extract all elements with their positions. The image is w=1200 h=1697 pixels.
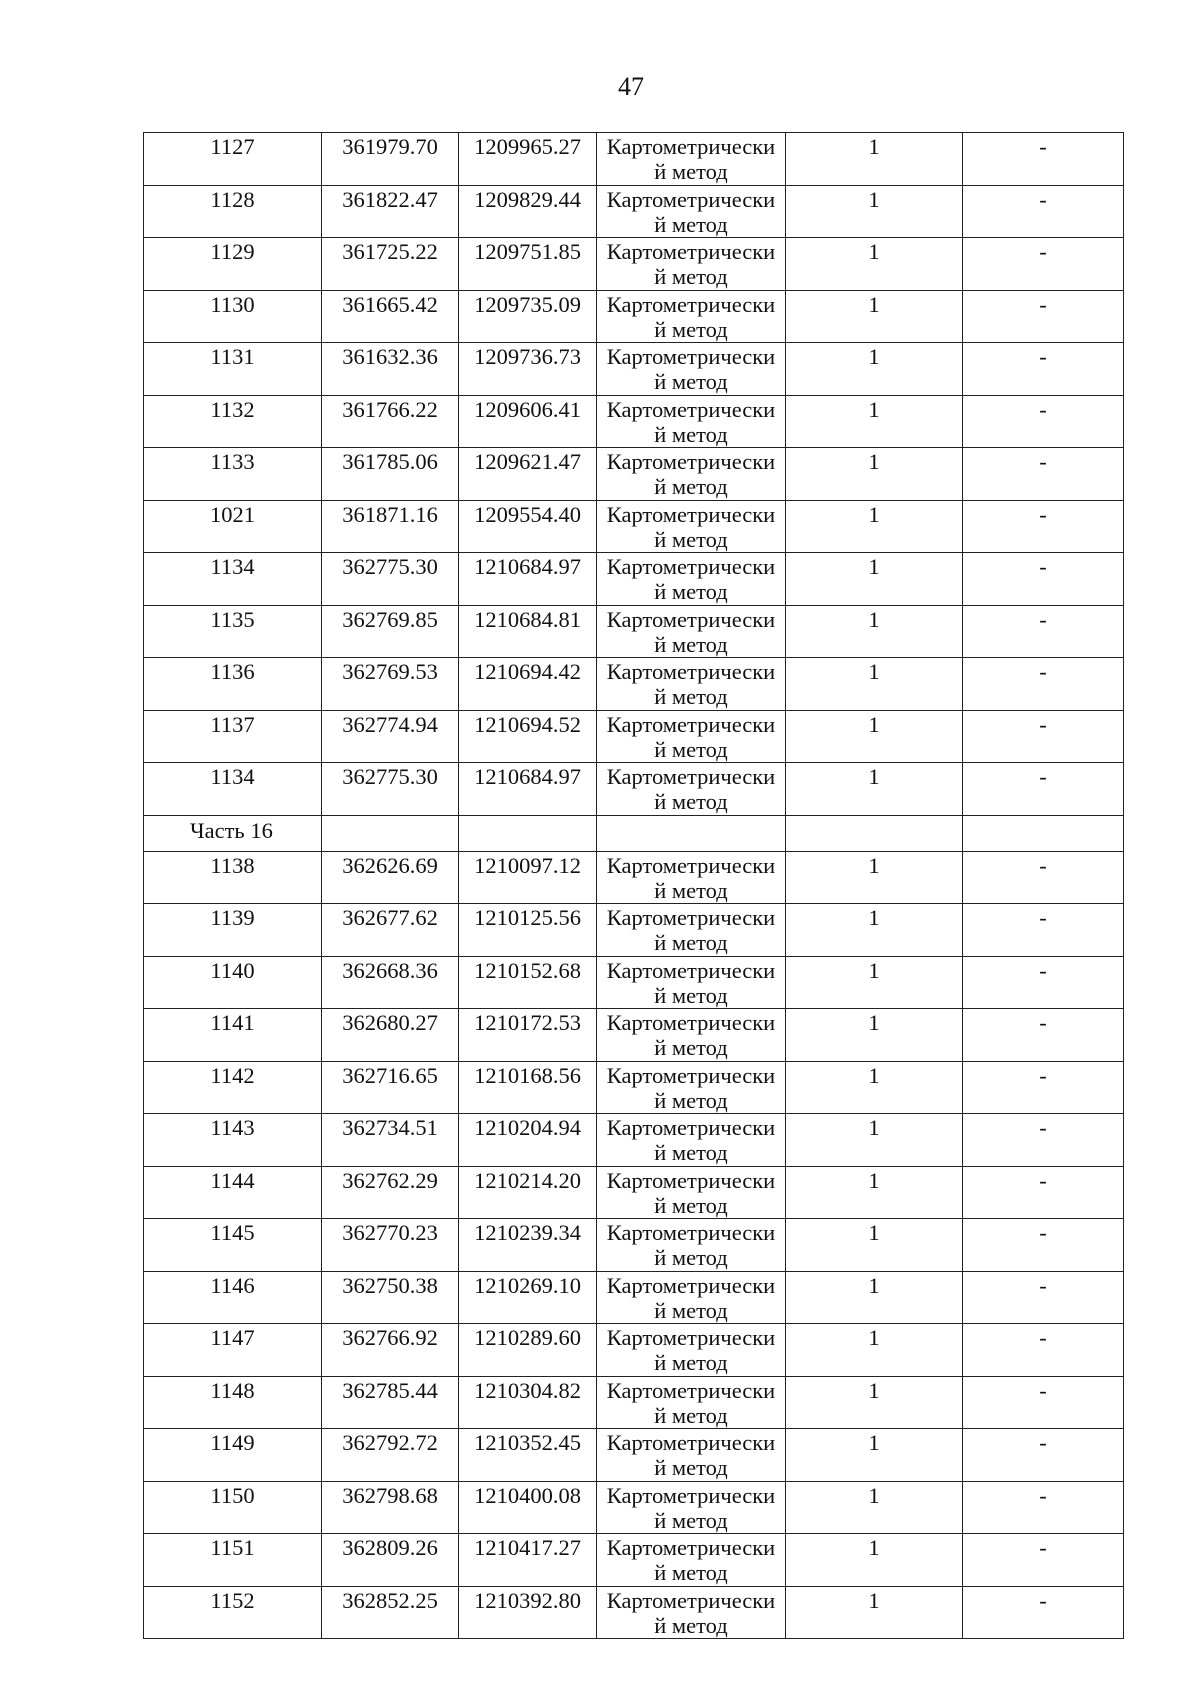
description-cell: - [963, 763, 1124, 816]
y-coordinate-cell: 1209621.47 [459, 448, 597, 501]
method-line-2: й метод [654, 369, 728, 394]
method-cell [597, 605, 786, 658]
method-line-2: й метод [654, 1402, 728, 1428]
table-row [144, 763, 1124, 816]
accuracy-cell: 1 [786, 1271, 963, 1324]
method-cell [597, 290, 786, 343]
method-line-1: Картометрически [606, 1220, 776, 1245]
method-cell [597, 1324, 786, 1377]
description-cell: - [963, 343, 1124, 396]
description-cell: - [963, 956, 1124, 1009]
x-coordinate-cell: 362774.94 [322, 710, 459, 763]
accuracy-cell: 1 [786, 500, 963, 553]
method-line-1: Картометрически [606, 291, 776, 317]
point-number-cell: 1145 [144, 1219, 322, 1272]
method-cell [597, 1166, 786, 1219]
method-cell [597, 1429, 786, 1482]
method-line-1: Картометрически [606, 852, 776, 878]
point-number-cell: 1148 [144, 1376, 322, 1429]
table-row [144, 448, 1124, 501]
y-coordinate-cell: 1210684.81 [459, 605, 597, 658]
accuracy-cell: 1 [786, 1429, 963, 1482]
accuracy-cell: 1 [786, 1324, 963, 1377]
table-row [144, 1376, 1124, 1429]
method-line-1: Картометрически [606, 449, 776, 474]
accuracy-cell: 1 [786, 658, 963, 711]
method-line-1: Картометрически [606, 1377, 776, 1403]
x-coordinate-cell: 362775.30 [322, 553, 459, 606]
x-coordinate-cell: 361665.42 [322, 290, 459, 343]
point-number-cell: 1147 [144, 1324, 322, 1377]
description-cell: - [963, 904, 1124, 957]
y-coordinate-cell: 1209829.44 [459, 185, 597, 238]
y-coordinate-cell: 1210392.80 [459, 1586, 597, 1639]
y-coordinate-cell: 1210269.10 [459, 1271, 597, 1324]
point-number-cell: 1140 [144, 956, 322, 1009]
empty-cell [597, 815, 786, 851]
point-number-cell: 1129 [144, 238, 322, 291]
table-row [144, 956, 1124, 1009]
description-cell: - [963, 1271, 1124, 1324]
x-coordinate-cell: 362766.92 [322, 1324, 459, 1377]
method-line-1: Картометрически [606, 711, 776, 737]
x-coordinate-cell: 362769.53 [322, 658, 459, 711]
x-coordinate-cell: 361632.36 [322, 343, 459, 396]
x-coordinate-cell: 362677.62 [322, 904, 459, 957]
description-cell: - [963, 1219, 1124, 1272]
method-line-2: й метод [654, 930, 728, 955]
method-line-1: Картометрически [606, 134, 776, 159]
x-coordinate-cell: 362852.25 [322, 1586, 459, 1639]
y-coordinate-cell: 1210352.45 [459, 1429, 597, 1482]
accuracy-cell: 1 [786, 1586, 963, 1639]
y-coordinate-cell: 1210152.68 [459, 956, 597, 1009]
method-line-2: й метод [654, 1297, 728, 1323]
table-row [144, 904, 1124, 957]
description-cell: - [963, 185, 1124, 238]
point-number-cell: 1133 [144, 448, 322, 501]
point-number-cell: 1152 [144, 1586, 322, 1639]
method-line-2: й метод [654, 1245, 728, 1270]
method-line-1: Картометрически [606, 1482, 776, 1508]
method-line-1: Картометрически [606, 396, 776, 422]
table-row [144, 605, 1124, 658]
x-coordinate-cell: 362762.29 [322, 1166, 459, 1219]
method-line-2: й метод [654, 474, 728, 499]
x-coordinate-cell: 362785.44 [322, 1376, 459, 1429]
y-coordinate-cell: 1209736.73 [459, 343, 597, 396]
method-cell [597, 1009, 786, 1062]
y-coordinate-cell: 1210125.56 [459, 904, 597, 957]
method-line-1: Картометрически [606, 344, 776, 369]
method-line-1: Картометрически [606, 1325, 776, 1350]
accuracy-cell: 1 [786, 553, 963, 606]
method-line-2: й метод [654, 877, 728, 903]
method-cell [597, 1061, 786, 1114]
method-line-1: Картометрически [606, 1167, 776, 1193]
table-row [144, 1061, 1124, 1114]
table-row [144, 1166, 1124, 1219]
point-number-cell: 1149 [144, 1429, 322, 1482]
method-line-2: й метод [654, 1612, 728, 1638]
point-number-cell: 1143 [144, 1114, 322, 1167]
x-coordinate-cell: 362716.65 [322, 1061, 459, 1114]
method-line-2: й метод [654, 159, 728, 184]
method-line-2: й метод [654, 1455, 728, 1480]
method-line-2: й метод [654, 526, 728, 552]
method-cell [597, 343, 786, 396]
x-coordinate-cell: 362775.30 [322, 763, 459, 816]
page-number: 47 [618, 72, 644, 101]
point-number-cell: 1139 [144, 904, 322, 957]
method-line-2: й метод [654, 211, 728, 237]
x-coordinate-cell: 362770.23 [322, 1219, 459, 1272]
point-number-cell: 1134 [144, 763, 322, 816]
accuracy-cell: 1 [786, 1534, 963, 1587]
method-line-1: Картометрически [606, 1010, 776, 1035]
method-line-1: Картометрически [606, 239, 776, 264]
method-cell [597, 658, 786, 711]
description-cell: - [963, 658, 1124, 711]
method-line-1: Картометрически [606, 1115, 776, 1140]
accuracy-cell: 1 [786, 1009, 963, 1062]
point-number-cell: 1138 [144, 851, 322, 904]
y-coordinate-cell: 1210204.94 [459, 1114, 597, 1167]
method-line-2: й метод [654, 421, 728, 447]
description-cell: - [963, 395, 1124, 448]
empty-cell [459, 815, 597, 851]
accuracy-cell: 1 [786, 1481, 963, 1534]
method-cell [597, 395, 786, 448]
table-row [144, 395, 1124, 448]
table-row [144, 1271, 1124, 1324]
method-cell [597, 1271, 786, 1324]
accuracy-cell: 1 [786, 1166, 963, 1219]
method-line-1: Картометрически [606, 1430, 776, 1455]
method-line-2: й метод [654, 1035, 728, 1060]
empty-cell [322, 815, 459, 851]
point-number-cell: 1127 [144, 133, 322, 186]
y-coordinate-cell: 1210417.27 [459, 1534, 597, 1587]
y-coordinate-cell: 1209606.41 [459, 395, 597, 448]
description-cell: - [963, 1376, 1124, 1429]
method-cell [597, 1534, 786, 1587]
point-number-cell: 1137 [144, 710, 322, 763]
accuracy-cell: 1 [786, 185, 963, 238]
x-coordinate-cell: 362734.51 [322, 1114, 459, 1167]
point-number-cell: 1130 [144, 290, 322, 343]
x-coordinate-cell: 361725.22 [322, 238, 459, 291]
table-row [144, 1009, 1124, 1062]
accuracy-cell: 1 [786, 395, 963, 448]
point-number-cell: 1150 [144, 1481, 322, 1534]
y-coordinate-cell: 1210214.20 [459, 1166, 597, 1219]
method-line-1: Картометрически [606, 905, 776, 930]
method-line-2: й метод [654, 264, 728, 289]
method-line-2: й метод [654, 736, 728, 762]
y-coordinate-cell: 1210694.42 [459, 658, 597, 711]
description-cell: - [963, 500, 1124, 553]
coordinates-table-body [144, 133, 1124, 1639]
x-coordinate-cell: 362680.27 [322, 1009, 459, 1062]
x-coordinate-cell: 361979.70 [322, 133, 459, 186]
method-cell [597, 763, 786, 816]
description-cell: - [963, 1324, 1124, 1377]
method-line-1: Картометрически [606, 186, 776, 212]
point-number-cell: 1021 [144, 500, 322, 553]
method-line-2: й метод [654, 684, 728, 709]
y-coordinate-cell: 1209751.85 [459, 238, 597, 291]
method-line-1: Картометрически [606, 1062, 776, 1088]
method-line-2: й метод [654, 1087, 728, 1113]
accuracy-cell: 1 [786, 763, 963, 816]
method-cell [597, 238, 786, 291]
method-line-2: й метод [654, 982, 728, 1008]
method-line-2: й метод [654, 316, 728, 342]
method-line-1: Картометрически [606, 764, 776, 789]
empty-cell [963, 815, 1124, 851]
y-coordinate-cell: 1210694.52 [459, 710, 597, 763]
accuracy-cell: 1 [786, 133, 963, 186]
method-cell [597, 500, 786, 553]
method-line-2: й метод [654, 789, 728, 814]
description-cell: - [963, 1114, 1124, 1167]
description-cell: - [963, 448, 1124, 501]
description-cell: - [963, 1534, 1124, 1587]
description-cell: - [963, 1429, 1124, 1482]
description-cell: - [963, 290, 1124, 343]
x-coordinate-cell: 361766.22 [322, 395, 459, 448]
method-line-2: й метод [654, 1350, 728, 1375]
empty-cell [786, 815, 963, 851]
method-line-2: й метод [654, 631, 728, 657]
method-line-2: й метод [654, 1140, 728, 1165]
method-line-1: Картометрически [606, 1535, 776, 1560]
table-row [144, 343, 1124, 396]
part-label: Часть 16 [144, 815, 322, 851]
x-coordinate-cell: 362809.26 [322, 1534, 459, 1587]
accuracy-cell: 1 [786, 605, 963, 658]
accuracy-cell: 1 [786, 904, 963, 957]
method-cell [597, 553, 786, 606]
table-row [144, 1114, 1124, 1167]
method-line-2: й метод [654, 579, 728, 604]
y-coordinate-cell: 1210289.60 [459, 1324, 597, 1377]
y-coordinate-cell: 1210304.82 [459, 1376, 597, 1429]
table-row [144, 851, 1124, 904]
table-row [144, 1219, 1124, 1272]
method-line-1: Картометрически [606, 501, 776, 527]
point-number-cell: 1142 [144, 1061, 322, 1114]
method-line-1: Картометрически [606, 957, 776, 983]
accuracy-cell: 1 [786, 448, 963, 501]
x-coordinate-cell: 361785.06 [322, 448, 459, 501]
point-number-cell: 1128 [144, 185, 322, 238]
method-line-1: Картометрически [606, 554, 776, 579]
table-row [144, 553, 1124, 606]
y-coordinate-cell: 1210172.53 [459, 1009, 597, 1062]
method-line-1: Картометрически [606, 606, 776, 632]
description-cell: - [963, 1481, 1124, 1534]
y-coordinate-cell: 1210684.97 [459, 763, 597, 816]
method-line-1: Картометрически [606, 1587, 776, 1613]
point-number-cell: 1151 [144, 1534, 322, 1587]
method-line-1: Картометрически [606, 1272, 776, 1298]
accuracy-cell: 1 [786, 1061, 963, 1114]
point-number-cell: 1136 [144, 658, 322, 711]
method-cell [597, 710, 786, 763]
y-coordinate-cell: 1210097.12 [459, 851, 597, 904]
accuracy-cell: 1 [786, 1376, 963, 1429]
accuracy-cell: 1 [786, 343, 963, 396]
method-cell [597, 185, 786, 238]
point-number-cell: 1146 [144, 1271, 322, 1324]
description-cell: - [963, 851, 1124, 904]
y-coordinate-cell: 1210168.56 [459, 1061, 597, 1114]
table-row [144, 133, 1124, 186]
y-coordinate-cell: 1210239.34 [459, 1219, 597, 1272]
accuracy-cell: 1 [786, 1219, 963, 1272]
table-row [144, 710, 1124, 763]
table-row [144, 290, 1124, 343]
method-cell [597, 956, 786, 1009]
table-row [144, 658, 1124, 711]
table-row [144, 185, 1124, 238]
x-coordinate-cell: 362798.68 [322, 1481, 459, 1534]
method-cell [597, 1114, 786, 1167]
x-coordinate-cell: 362769.85 [322, 605, 459, 658]
table-row [144, 1534, 1124, 1587]
method-cell [597, 1219, 786, 1272]
table-row [144, 238, 1124, 291]
x-coordinate-cell: 362750.38 [322, 1271, 459, 1324]
description-cell: - [963, 605, 1124, 658]
table-row [144, 1586, 1124, 1639]
method-line-2: й метод [654, 1192, 728, 1218]
accuracy-cell: 1 [786, 1114, 963, 1167]
accuracy-cell: 1 [786, 238, 963, 291]
description-cell: - [963, 238, 1124, 291]
table-row [144, 1324, 1124, 1377]
method-cell [597, 1481, 786, 1534]
accuracy-cell: 1 [786, 851, 963, 904]
y-coordinate-cell: 1210400.08 [459, 1481, 597, 1534]
method-line-1: Картометрически [606, 659, 776, 684]
point-number-cell: 1131 [144, 343, 322, 396]
description-cell: - [963, 1166, 1124, 1219]
x-coordinate-cell: 362792.72 [322, 1429, 459, 1482]
point-number-cell: 1134 [144, 553, 322, 606]
x-coordinate-cell: 362668.36 [322, 956, 459, 1009]
accuracy-cell: 1 [786, 710, 963, 763]
description-cell: - [963, 1009, 1124, 1062]
method-cell [597, 133, 786, 186]
x-coordinate-cell: 362626.69 [322, 851, 459, 904]
method-cell [597, 448, 786, 501]
method-line-2: й метод [654, 1560, 728, 1585]
table-row [144, 1481, 1124, 1534]
accuracy-cell: 1 [786, 956, 963, 1009]
coordinates-table [143, 132, 1124, 1639]
table-row [144, 500, 1124, 553]
x-coordinate-cell: 361871.16 [322, 500, 459, 553]
point-number-cell: 1141 [144, 1009, 322, 1062]
method-cell [597, 851, 786, 904]
x-coordinate-cell: 361822.47 [322, 185, 459, 238]
description-cell: - [963, 553, 1124, 606]
method-cell [597, 1376, 786, 1429]
method-cell [597, 904, 786, 957]
part-header-row [144, 815, 1124, 851]
description-cell: - [963, 710, 1124, 763]
y-coordinate-cell: 1209965.27 [459, 133, 597, 186]
y-coordinate-cell: 1210684.97 [459, 553, 597, 606]
y-coordinate-cell: 1209735.09 [459, 290, 597, 343]
method-line-2: й метод [654, 1507, 728, 1533]
description-cell: - [963, 1586, 1124, 1639]
description-cell: - [963, 1061, 1124, 1114]
point-number-cell: 1144 [144, 1166, 322, 1219]
table-row [144, 1429, 1124, 1482]
y-coordinate-cell: 1209554.40 [459, 500, 597, 553]
description-cell: - [963, 133, 1124, 186]
accuracy-cell: 1 [786, 290, 963, 343]
method-cell [597, 1586, 786, 1639]
point-number-cell: 1132 [144, 395, 322, 448]
point-number-cell: 1135 [144, 605, 322, 658]
